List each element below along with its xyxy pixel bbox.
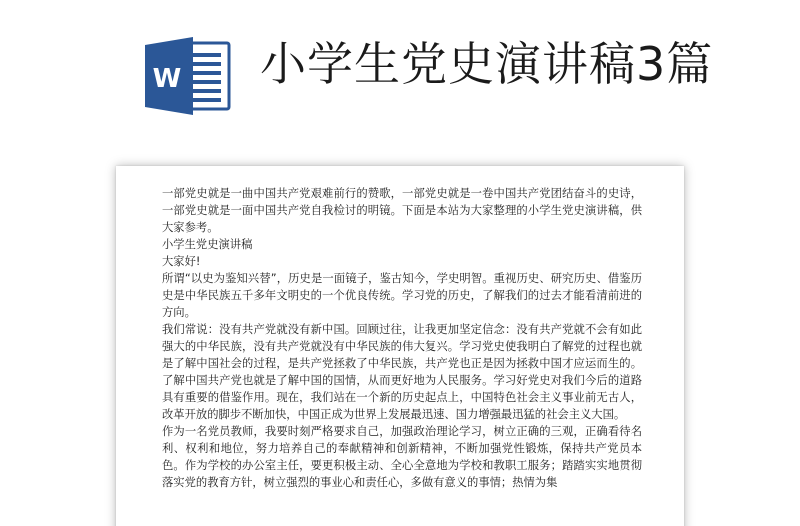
doc-paragraph: 我们常说：没有共产党就没有新中国。回顾过往，让我更加坚定信念：没有共产党就不会有如此强大的中华民族，没有共产党就没有中华民族的伟大复兴。学习党史使我明白了解党的过程也就是了解中国社会的过程，是共产党拯救了中华民族，共产党也正是因为拯救中国才应运而生的。了解中国共产党也就是了解中国的国情，从而更好地为人民服务。学习好党史对我们今后的道路具有重要的借鉴作用。现在，我们站在一个新的历史起点上，中国特色社会主义事业前无古人，改革开放的脚步不断加快，中国正成为世界上发展最迅速、国力增强最迅猛的社会主义大国。 xyxy=(162,323,642,421)
doc-paragraph-heading: 小学生党史演讲稿 xyxy=(162,238,253,251)
document-body xyxy=(162,185,642,491)
doc-paragraph-intro: 一部党史就是一曲中国共产党艰难前行的赞歌，一部党史就是一卷中国共产党团结奋斗的史诗，一部党史就是一面中国共产党自我检讨的明镜。下面是本站为大家整理的小学生党史演讲稿，供大家参考。 xyxy=(162,187,642,234)
document-sheet xyxy=(116,166,684,526)
doc-paragraph: 作为一名党员教师，我要时刻严格要求自己，加强政治理论学习，树立正确的三观，正确看待名利、权利和地位，努力培养自己的奉献精神和创新精神，不断加强党性锻炼，保持共产党员本色。作为学校的办公室主任，要更积极主动、全心全意地为学校和教职工服务；踏踏实实地贯彻落实党的教育方针，树立强烈的事业心和责任心，多做有意义的事情；热情为集 xyxy=(162,425,642,489)
doc-paragraph-greeting: 大家好! xyxy=(162,255,201,268)
svg-text:W: W xyxy=(152,64,182,94)
word-document-icon xyxy=(143,36,233,116)
page-title: 小学生党史演讲稿3篇 xyxy=(260,37,714,91)
doc-paragraph: 所谓“以史为鉴知兴替”，历史是一面镜子，鉴古知今，学史明智。重视历史、研究历史、借鉴历史是中华民族五千多年文明史的一个优良传统。学习党的历史，了解我们的过去才能看清前进的方向。 xyxy=(162,272,642,319)
